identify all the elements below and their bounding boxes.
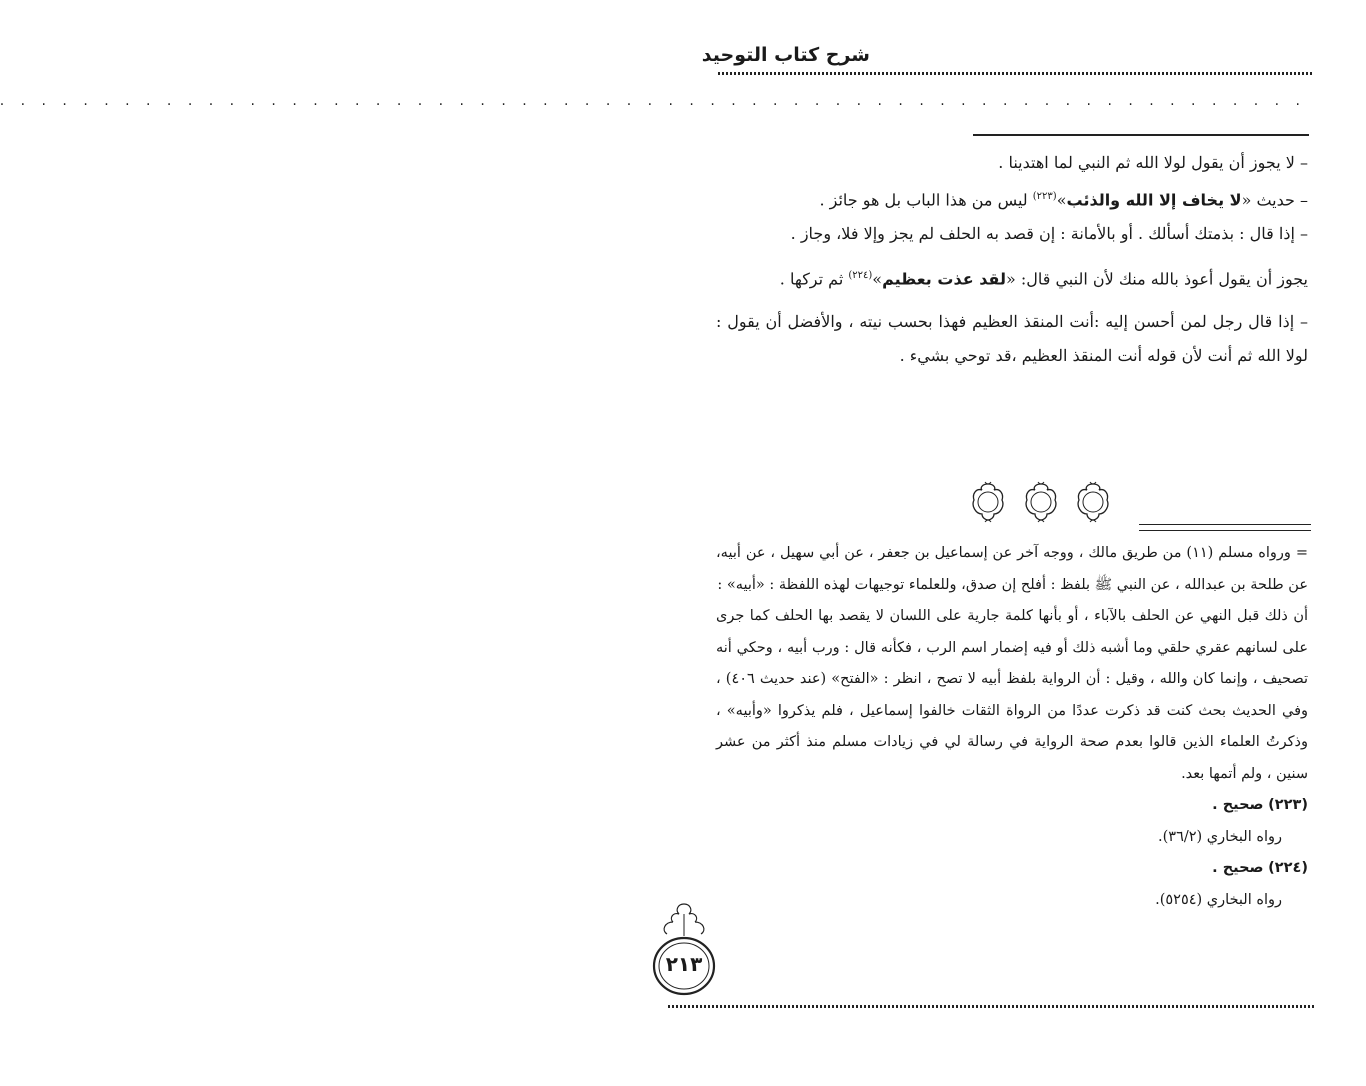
footnote-continuation: = ورواه مسلم (١١) من طريق مالك ، ووجه آخر عن إسماعيل بن جعفر ، عن أبي سهيل ، عن أبيه، عن طلحة بن عبدالله ، عن النبي ﷺ بلفظ : أفلح إن صدق، وللعلماء توجيهات لهذه اللفظة : «أبيه» : bbox=[716, 545, 1308, 593]
page-number: ٢١٣ bbox=[665, 952, 703, 976]
hadith-close: » bbox=[1056, 190, 1067, 210]
audhu-close: » bbox=[872, 269, 883, 289]
ornament-icon bbox=[1021, 480, 1061, 524]
hadith-quote-224: لقد عذت بعظيم bbox=[882, 269, 1006, 289]
text-line-no-lawla: – لا يجوز أن يقول لولا الله ثم النبي لما اهتدينا . bbox=[998, 153, 1308, 172]
footnote-223-source: رواه البخاري (٣٦/٢). bbox=[1158, 828, 1282, 845]
hadith-suffix: ليس من هذا الباب بل هو جائز . bbox=[819, 190, 1033, 210]
footnote-224-number: (٢٢٤) bbox=[1268, 860, 1308, 876]
footnote-223-number: (٢٢٣) bbox=[1268, 797, 1308, 813]
section-end-ornaments bbox=[968, 480, 1113, 524]
footnote-223-heading bbox=[716, 790, 1308, 822]
hadith-quote-223: لا يخاف إلا الله والذئب bbox=[1066, 190, 1242, 210]
hadith-prefix: – حديث « bbox=[1241, 190, 1308, 210]
header-divider bbox=[718, 72, 1314, 75]
audhu-prefix: يجوز أن يقول أعوذ بالله منك لأن النبي قال: « bbox=[1005, 269, 1308, 289]
text-line-hadith-223 bbox=[716, 180, 1308, 217]
footer-divider bbox=[668, 1005, 1314, 1008]
footnote-223-grade: صحيح . bbox=[1212, 797, 1264, 813]
audhu-suffix: ثم تركها . bbox=[779, 269, 849, 289]
ornament-icon bbox=[1073, 480, 1113, 524]
text-line-audhu bbox=[716, 259, 1308, 296]
section-rule bbox=[973, 134, 1309, 136]
text-line-munqidh: – إذا قال رجل لمن أحسن إليه :أنت المنقذ العظيم فهذا بحسب نيته ، والأفضل أن يقول : لولا الله ثم أنت لأن قوله أنت المنقذ العظيم ،قد توحي بشيء . bbox=[716, 311, 1308, 365]
footnotes-block bbox=[716, 538, 1308, 916]
footnote-explanation: أن ذلك قبل النهي عن الحلف بالآباء ، أو بأنها كلمة جارية على اللسان لا يقصد بها الحلف كما جرى على لسانهم عقري حلقي وما أشبه ذلك أو فيه إضمار اسم الرب ، فكأنه قال : ورب أبيه ، وحكي أنه تصحيف ، وإنما كان والله ، وقيل : أن الرواية بلفظ أبيه لا تصح ، انظر : «الفتح» (عند حديث ٤٠٦) ، وفي الحديث بحث كنت قد ذكرت عددًا من الرواة الثقات خالفوا إسماعيل ، فلم يذكروا «وأبيه» ، وذكرتُ العلماء الذين قالوا بعدم صحة الرواية في رسالة لي في زيادات مسلم منذ أكثر من عشر سنين ، ولم أتمها بعد. bbox=[716, 608, 1308, 782]
footnote-224-grade: صحيح . bbox=[1212, 860, 1264, 876]
footnote-separator bbox=[1139, 524, 1311, 531]
text-line-dhimma: – إذا قال : بذمتك أسألك . أو بالأمانة : إن قصد به الحلف لم يجز وإلا فلا، وجاز . bbox=[790, 224, 1308, 244]
footnote-224-heading bbox=[716, 853, 1308, 885]
footnote-ref-223: (٢٢٣) bbox=[1032, 191, 1057, 202]
dotted-separator: . . . . . . . . . . . . . . . . . . . . . . . . . . . . . . . . . . . . . . . . . . . . . . . . . . . . . . . . . . . . . . . bbox=[0, 93, 1306, 109]
ornament-icon bbox=[968, 480, 1008, 524]
footnote-224-source: رواه البخاري (٥٢٥٤). bbox=[1155, 891, 1282, 908]
page-number-badge bbox=[645, 900, 723, 1005]
main-text-block bbox=[716, 146, 1308, 373]
page-header-title: شرح كتاب التوحيد bbox=[701, 44, 870, 66]
footnote-ref-224: (٢٢٤) bbox=[848, 270, 873, 282]
